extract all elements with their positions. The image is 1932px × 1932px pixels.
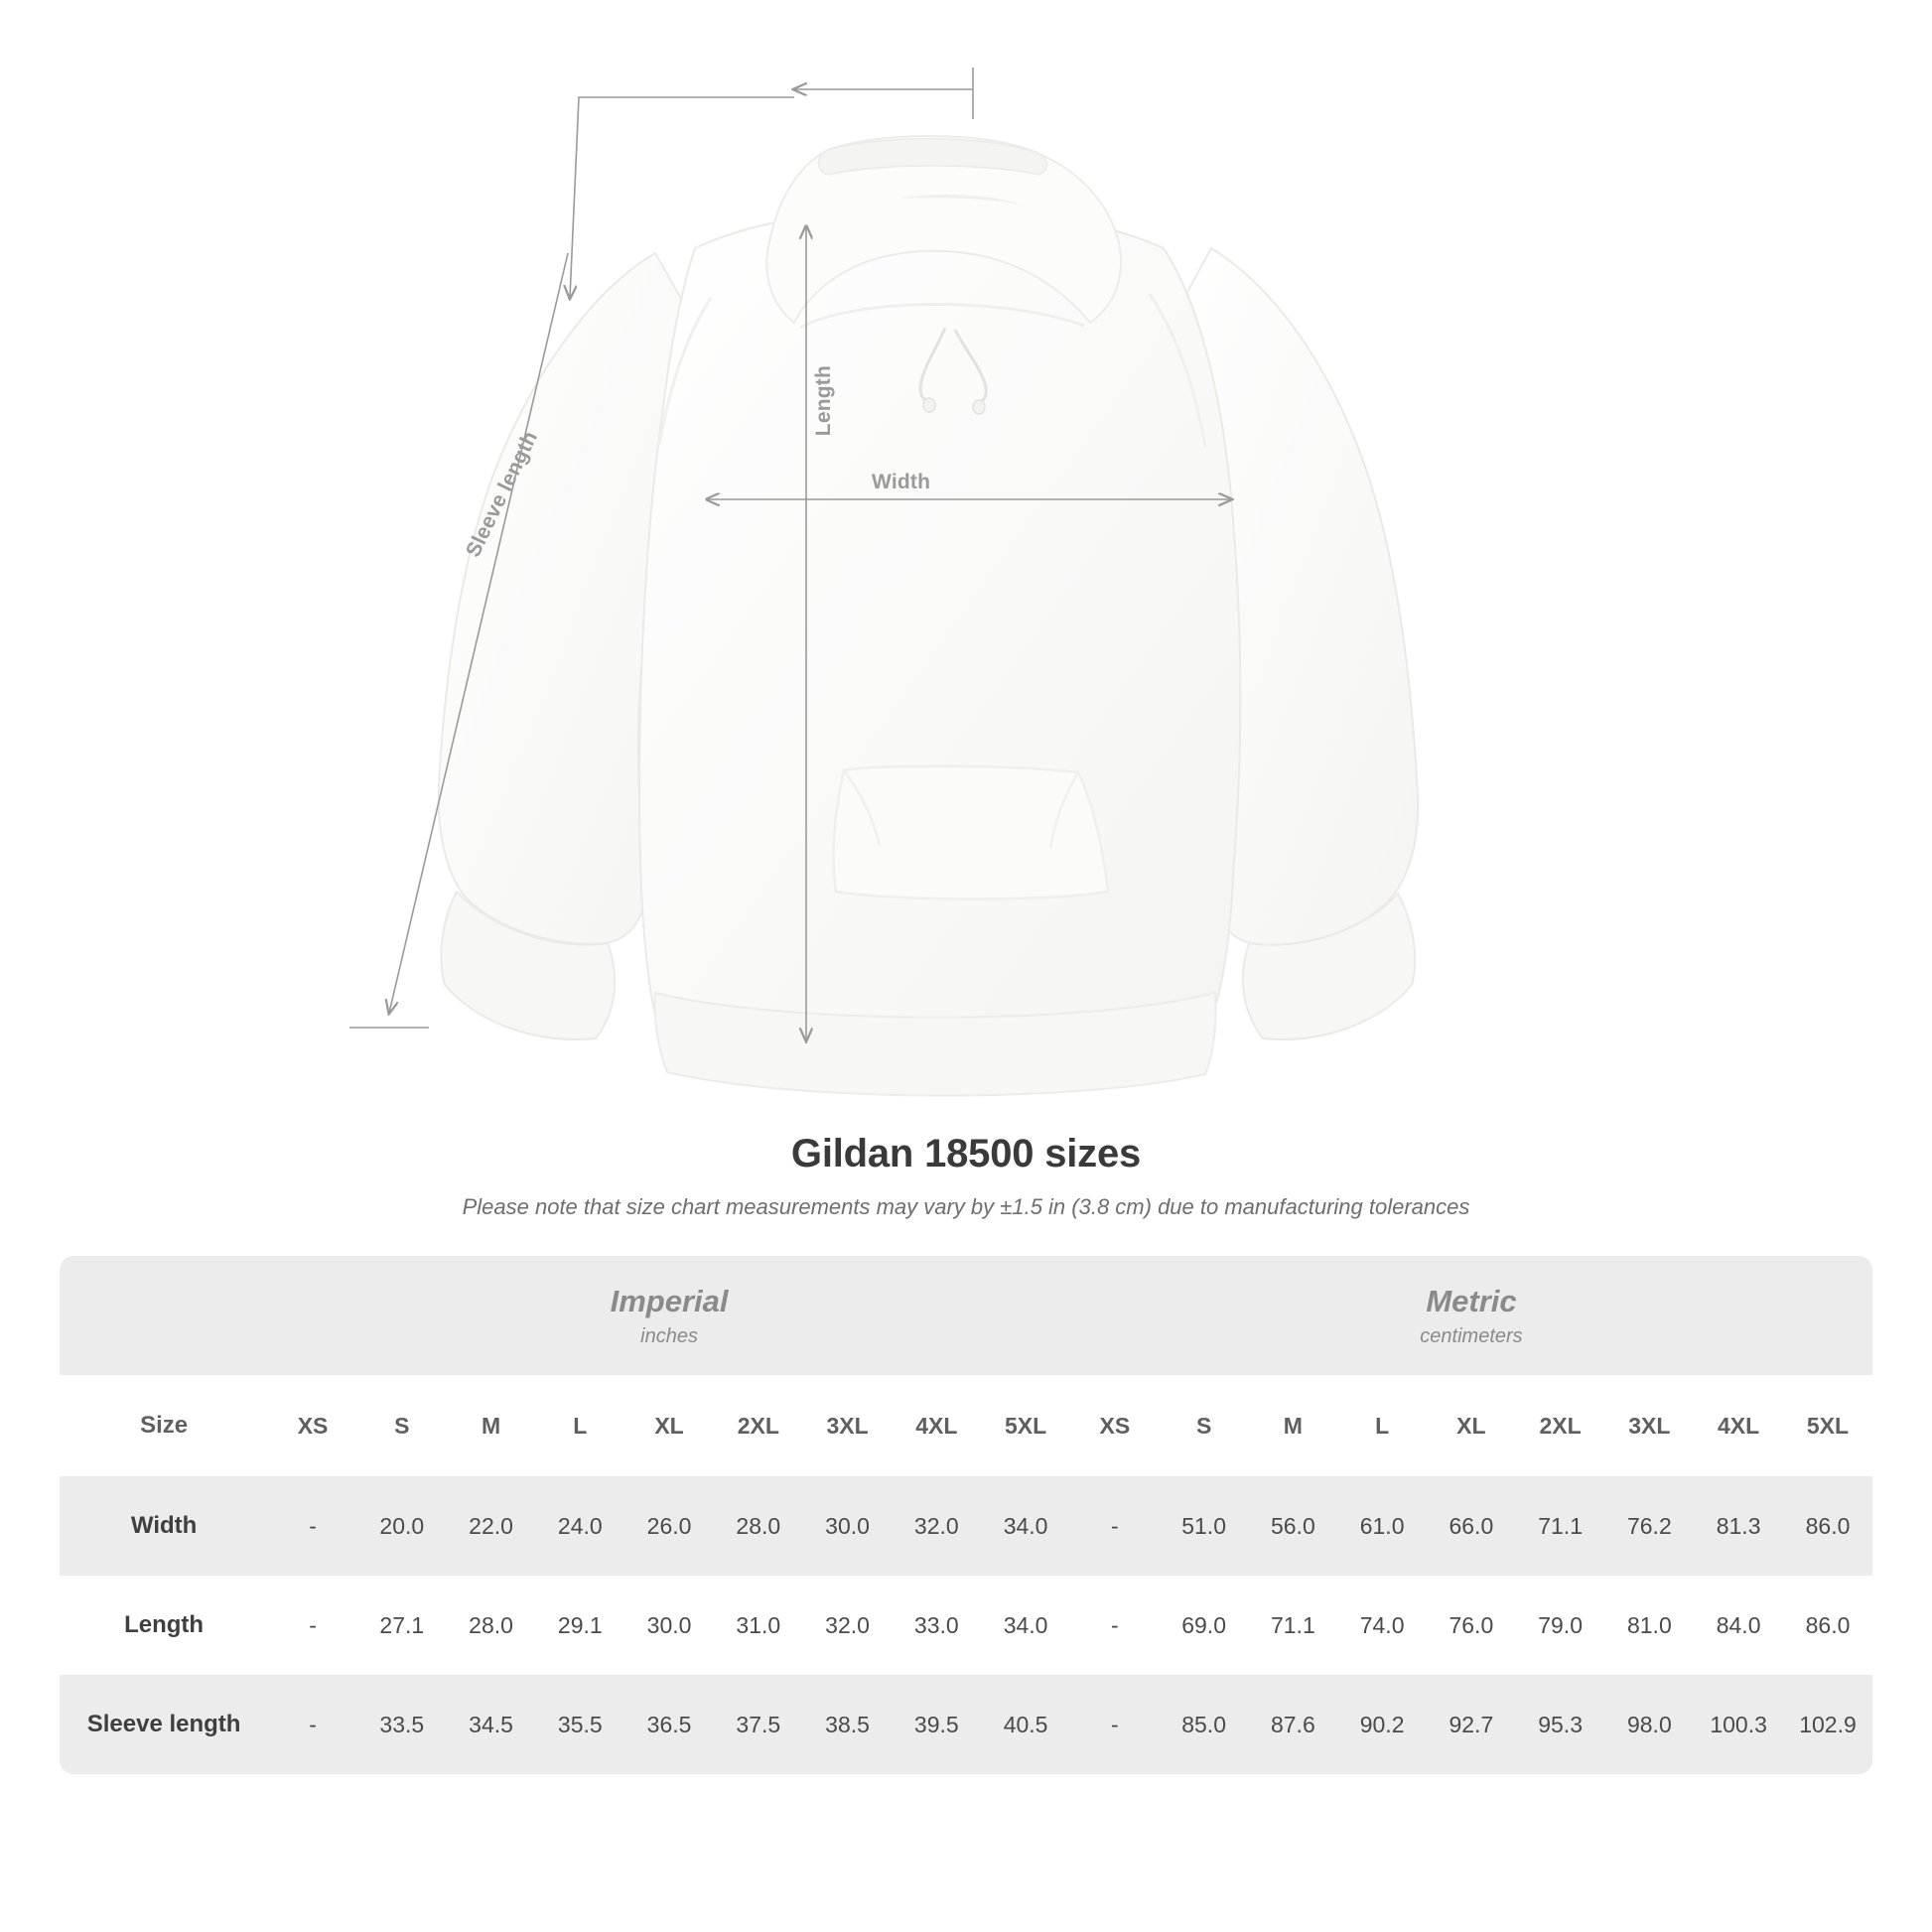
column-header-2xl-metric: 2XL	[1516, 1375, 1605, 1476]
cell-width-imperial-2xl: 28.0	[714, 1476, 803, 1576]
cell-width-imperial-4xl: 32.0	[892, 1476, 981, 1576]
unit-group-header-metric	[1070, 1256, 1872, 1375]
cell-width-metric-s: 51.0	[1160, 1476, 1249, 1576]
cell-width-imperial-5xl: 34.0	[981, 1476, 1070, 1576]
width-dimension-label: Width	[872, 471, 931, 493]
row-label-width: Width	[60, 1476, 268, 1576]
row-label-length: Length	[60, 1576, 268, 1675]
length-dimension-label: Length	[812, 365, 835, 437]
table-row	[60, 1476, 1872, 1576]
cell-sleeve-length-metric-2xl: 95.3	[1516, 1675, 1605, 1774]
column-header-s-imperial: S	[357, 1375, 447, 1476]
unit-group-name: Metric	[1426, 1284, 1517, 1319]
cell-sleeve-length-metric-xl: 92.7	[1427, 1675, 1516, 1774]
cell-length-imperial-xs: -	[268, 1576, 357, 1675]
cell-length-metric-l: 74.0	[1337, 1576, 1427, 1675]
cell-length-imperial-3xl: 32.0	[803, 1576, 893, 1675]
column-header-xl-imperial: XL	[624, 1375, 714, 1476]
cell-length-metric-s: 69.0	[1160, 1576, 1249, 1675]
cell-sleeve-length-metric-l: 90.2	[1337, 1675, 1427, 1774]
hoodie-graphic	[439, 136, 1419, 1096]
cell-length-metric-xs: -	[1070, 1576, 1160, 1675]
cell-length-imperial-l: 29.1	[535, 1576, 624, 1675]
cell-width-metric-l: 61.0	[1337, 1476, 1427, 1576]
cell-sleeve-length-metric-xs: -	[1070, 1675, 1160, 1774]
cell-width-metric-xl: 66.0	[1427, 1476, 1516, 1576]
cell-sleeve-length-imperial-4xl: 39.5	[892, 1675, 981, 1774]
cell-width-metric-2xl: 71.1	[1516, 1476, 1605, 1576]
unit-header-spacer	[60, 1256, 268, 1375]
column-header-xs-metric: XS	[1070, 1375, 1160, 1476]
column-header-m-metric: M	[1248, 1375, 1337, 1476]
sleeve-length-dimension-label: Sleeve length	[461, 427, 543, 561]
cell-sleeve-length-metric-5xl: 102.9	[1783, 1675, 1872, 1774]
column-header-l-metric: L	[1337, 1375, 1427, 1476]
table-row	[60, 1675, 1872, 1774]
cell-width-metric-3xl: 76.2	[1604, 1476, 1694, 1576]
cell-sleeve-length-imperial-3xl: 38.5	[803, 1675, 893, 1774]
cell-width-metric-4xl: 81.3	[1694, 1476, 1783, 1576]
column-header-xs-imperial: XS	[268, 1375, 357, 1476]
cell-width-imperial-s: 20.0	[357, 1476, 447, 1576]
row-label-sleeve-length: Sleeve length	[60, 1675, 268, 1774]
column-header-3xl-imperial: 3XL	[803, 1375, 893, 1476]
cell-sleeve-length-imperial-xl: 36.5	[624, 1675, 714, 1774]
column-header-2xl-imperial: 2XL	[714, 1375, 803, 1476]
cell-sleeve-length-imperial-m: 34.5	[447, 1675, 536, 1774]
unit-group-name: Imperial	[610, 1284, 729, 1319]
cell-sleeve-length-metric-3xl: 98.0	[1604, 1675, 1694, 1774]
cell-width-metric-5xl: 86.0	[1783, 1476, 1872, 1576]
cell-width-imperial-3xl: 30.0	[803, 1476, 893, 1576]
size-table-container	[60, 1256, 1872, 1774]
column-header-5xl-imperial: 5XL	[981, 1375, 1070, 1476]
cell-width-imperial-l: 24.0	[535, 1476, 624, 1576]
cell-length-metric-3xl: 81.0	[1604, 1576, 1694, 1675]
column-header-m-imperial: M	[447, 1375, 536, 1476]
cell-sleeve-length-imperial-2xl: 37.5	[714, 1675, 803, 1774]
column-header-3xl-metric: 3XL	[1604, 1375, 1694, 1476]
cell-width-imperial-m: 22.0	[447, 1476, 536, 1576]
column-header-row	[60, 1375, 1872, 1476]
cell-sleeve-length-imperial-l: 35.5	[535, 1675, 624, 1774]
cell-length-imperial-5xl: 34.0	[981, 1576, 1070, 1675]
cell-sleeve-length-imperial-s: 33.5	[357, 1675, 447, 1774]
cell-width-imperial-xs: -	[268, 1476, 357, 1576]
column-header-xl-metric: XL	[1427, 1375, 1516, 1476]
page-title: Gildan 18500 sizes	[790, 1132, 1142, 1175]
cell-length-imperial-m: 28.0	[447, 1576, 536, 1675]
page-subtitle: Please note that size chart measurements may vary by ±1.5 in (3.8 cm) due to manufacturing tolerances	[462, 1194, 1470, 1219]
cell-sleeve-length-metric-4xl: 100.3	[1694, 1675, 1783, 1774]
column-header-s-metric: S	[1160, 1375, 1249, 1476]
cell-length-metric-m: 71.1	[1248, 1576, 1337, 1675]
cell-length-imperial-s: 27.1	[357, 1576, 447, 1675]
size-table	[60, 1256, 1872, 1774]
cell-sleeve-length-imperial-5xl: 40.5	[981, 1675, 1070, 1774]
title-block	[0, 1132, 1932, 1220]
cell-length-metric-2xl: 79.0	[1516, 1576, 1605, 1675]
column-header-l-imperial: L	[535, 1375, 624, 1476]
unit-group-unit: centimeters	[1420, 1324, 1523, 1347]
column-header-4xl-metric: 4XL	[1694, 1375, 1783, 1476]
cell-length-metric-4xl: 84.0	[1694, 1576, 1783, 1675]
cell-length-metric-5xl: 86.0	[1783, 1576, 1872, 1675]
cell-length-imperial-2xl: 31.0	[714, 1576, 803, 1675]
table-row	[60, 1576, 1872, 1675]
column-header-5xl-metric: 5XL	[1783, 1375, 1872, 1476]
unit-group-unit: inches	[640, 1324, 698, 1347]
cell-length-metric-xl: 76.0	[1427, 1576, 1516, 1675]
size-header-cell: Size	[60, 1375, 268, 1476]
cell-width-imperial-xl: 26.0	[624, 1476, 714, 1576]
cell-sleeve-length-imperial-xs: -	[268, 1675, 357, 1774]
cell-sleeve-length-metric-s: 85.0	[1160, 1675, 1249, 1774]
unit-group-header-imperial	[268, 1256, 1070, 1375]
cell-length-imperial-4xl: 33.0	[892, 1576, 981, 1675]
cell-width-metric-xs: -	[1070, 1476, 1160, 1576]
column-header-4xl-imperial: 4XL	[892, 1375, 981, 1476]
cell-width-metric-m: 56.0	[1248, 1476, 1337, 1576]
cell-sleeve-length-metric-m: 87.6	[1248, 1675, 1337, 1774]
unit-header-row	[60, 1256, 1872, 1375]
cell-length-imperial-xl: 30.0	[624, 1576, 714, 1675]
